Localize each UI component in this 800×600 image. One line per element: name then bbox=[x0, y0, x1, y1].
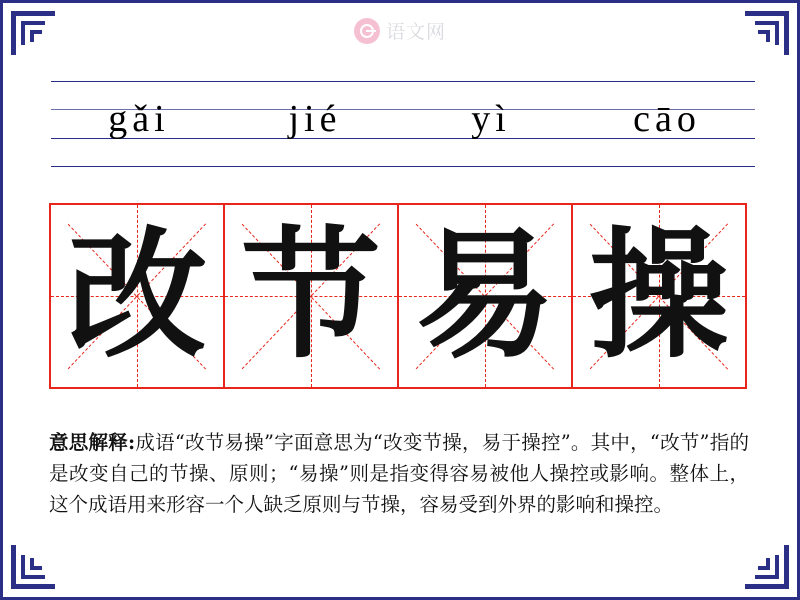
character-grid bbox=[49, 203, 745, 389]
explanation-text: 成语“改节易操”字面意思为“改变节操，易于操控”。其中，“改节”指的是改变自己的节操、原则；“易操”则是指变得容易被他人操控或影响。整体上，这个成语用来形容一个人缺乏原则与节操，容易受到外界的影响和操控。 bbox=[49, 431, 749, 516]
corner-ornament-top-right bbox=[745, 11, 789, 55]
corner-ornament-bottom-left bbox=[11, 545, 55, 589]
character-glyph: 易 bbox=[414, 214, 555, 378]
tianzige-cell bbox=[397, 203, 573, 389]
pinyin-row bbox=[51, 81, 755, 167]
logo-circle-icon bbox=[354, 18, 380, 44]
pinyin-syllable: cāo bbox=[633, 98, 701, 140]
tianzige-cell bbox=[223, 203, 399, 389]
pinyin-syllable: gǎi bbox=[108, 98, 170, 140]
corner-ornament-bottom-right bbox=[745, 545, 789, 589]
character-glyph: 节 bbox=[240, 214, 381, 378]
watermark-label: 语文网 bbox=[385, 22, 447, 43]
pinyin-staff bbox=[51, 81, 755, 167]
tianzige-cell bbox=[571, 203, 747, 389]
tianzige-cell bbox=[49, 203, 225, 389]
explanation-block bbox=[49, 428, 749, 520]
explanation-label: 意思解释: bbox=[49, 431, 136, 454]
pinyin-syllable: jié bbox=[288, 98, 342, 140]
character-glyph: 操 bbox=[588, 214, 729, 378]
character-glyph: 改 bbox=[66, 214, 207, 378]
corner-ornament-top-left bbox=[11, 11, 55, 55]
site-watermark bbox=[354, 17, 446, 44]
pinyin-syllable: yì bbox=[471, 98, 511, 140]
